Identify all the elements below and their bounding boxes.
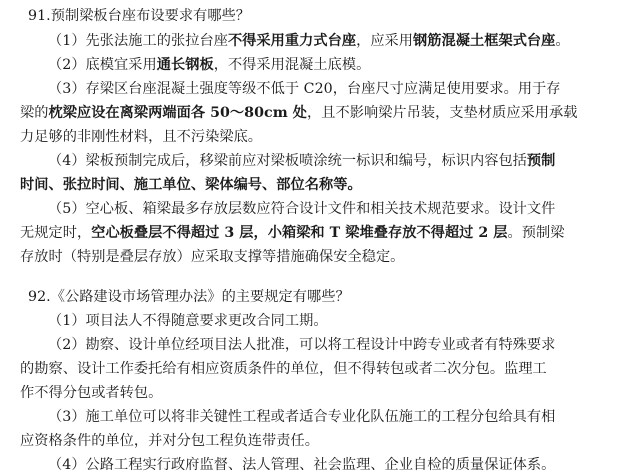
q91-item-4-line-2: 时间、张拉时间、施工单位、梁体编号、部位名称等。: [20, 177, 362, 193]
q92-item-3-text-a: （3）施工单位可以将: [48, 409, 186, 425]
q91-item-3-bold: 枕梁应设在离梁两端面各 50～80cm 处: [48, 105, 307, 121]
q91-item-2-text-a: （2）底模宜采用: [48, 57, 157, 73]
q92-item-2-text-c: 监理工: [504, 361, 547, 377]
question-92-title: 92.《公路建设市场管理办法》的主要规定有哪些？: [28, 289, 350, 305]
q92-item-3-line-2: 应资格条件的单位，并对分包工程负连带责任。: [20, 433, 319, 449]
q91-item-1-text-c: 。: [555, 33, 570, 49]
q91-item-2: [48, 56, 370, 74]
q91-item-1-bold-a: 不得采用重力式台座: [227, 33, 357, 49]
q92-item-4: （4）公路工程实行政府监督、法人管理、社会监理、企业自检的质量保证体系。: [48, 457, 556, 473]
q91-item-3-text-b: ，且不影响梁片吊装，支垫材质应采用承载: [307, 105, 578, 121]
q91-item-5-line-1: （5）空心板、箱梁最多存放层数应符合设计文件和相关技术规范要求。设计文件: [48, 201, 556, 217]
q91-item-3-line-2: [20, 104, 578, 122]
q91-item-5-text-a: 无规定时，: [20, 225, 92, 241]
q91-item-5-text-b: 。预制梁: [507, 225, 565, 241]
question-91-title: 91.预制梁板台座布设要求有哪些？: [28, 8, 251, 24]
q91-item-3-text-a: 梁的: [20, 105, 49, 121]
q91-item-5-line-3: 存放时（特别是叠层存放）应采取支撑等措施确保安全稳定。: [20, 249, 405, 265]
q91-item-5-line-2: [20, 224, 564, 242]
q91-item-3-line-3: 力足够的非刚性材料，且不污染梁底。: [20, 129, 263, 145]
q92-item-1: （1）项目法人不得随意要求更改合同工期。: [48, 313, 328, 329]
q92-item-3-line-1: [48, 408, 555, 426]
q91-item-3-line-1: （3）存梁区台座混凝土强度等级不低于 C20，台座尺寸应满足使用要求。用于存: [48, 81, 561, 97]
q92-item-2-line-2: [20, 360, 547, 378]
q91-item-1-bold-b: 钢筋混凝土框架式台座: [413, 33, 556, 49]
q92-item-2-text-a: （2）勘察、设计单位经项目法人批准，可以将工程设计中跨专业或者有特殊要求: [48, 337, 556, 353]
q91-item-2-bold: 通长钢板: [156, 57, 214, 73]
q92-item-3-text-b: 非关键性工程或者适合专业化队伍施工的工程分包给具有相: [185, 409, 556, 425]
q91-item-4-text-a: （4）梁板预制完成后，移梁前应对梁板喷涂统一标识和编号，标识内容包括: [48, 153, 527, 169]
q91-item-1: [48, 32, 570, 50]
q92-item-2-line-1: [48, 336, 555, 354]
q92-item-2-line-3: 作不得分包或者转包。: [20, 385, 163, 401]
q91-item-4-bold-a: 预制: [526, 153, 556, 169]
q92-item-2-text-b: 的勘察、设计工作委托给有相应资质条件的单位，但不得转包或者二次分包。: [20, 361, 505, 377]
q91-item-5-bold: 空心板叠层不得超过 3 层，小箱梁和 T 梁堆叠存放不得超过 2 层: [91, 225, 508, 241]
q91-item-4-line-1: [48, 152, 555, 170]
q91-item-1-text-b: ，应采用: [356, 33, 414, 49]
q91-item-1-text-a: （1）先张法施工的张拉台座: [48, 33, 228, 49]
q91-item-2-text-b: ，不得采用混凝土底模。: [213, 57, 371, 73]
